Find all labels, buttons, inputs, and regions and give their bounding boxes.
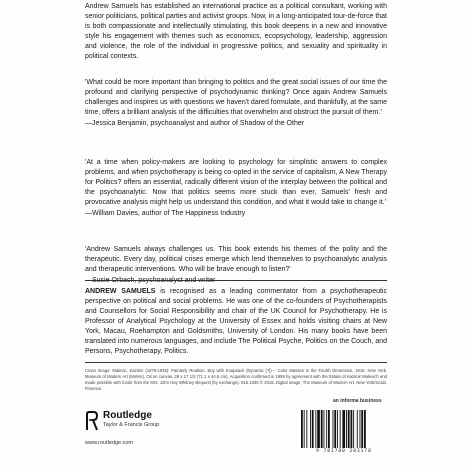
publisher-website: www.routledge.com — [85, 440, 133, 446]
routledge-logo-icon — [85, 411, 99, 431]
section-divider — [85, 280, 387, 281]
author-bio-text: is recognised as a leading commentator from a psychotherapeutic perspective on political and social problems. He was one of the co-founders of Psychotherapists and Counsellors for Social Responsibility and chair of the UK Council for Psychotherapy. He is Professor of Analytical Psychology at the University of Essex and holds visiting chairs at New York, Macau, Roehampton and Goldsmiths, University of London. His many books have been translated into numerous languages, and include The Political Psyche, Politics on the Couch, and Persons, Psychotherapy, Politics. — [85, 288, 387, 355]
section-divider — [85, 362, 387, 363]
isbn-number: 9 781780 203178 — [316, 449, 372, 454]
publisher-group: Taylor & Francis Group — [103, 422, 160, 428]
endorsement-quote — [85, 78, 387, 129]
author-bio — [85, 287, 387, 357]
quote-text: 'At a time when policy-makers are looking to psychology for simplistic answers to complex problems, and when psychotherapy is being co-opted in the service of capitalism, A New Therapy for Politics? offers an essential, radically different vision of the interplay between the political and the psychoanalytic. Now that politics seems more stuck than ever, Samuels' fresh and provocative analysis might help us understand this condition, and what it would take to change it.' — [85, 159, 387, 206]
routledge-logo — [85, 409, 205, 439]
quote-attribution: —Susie Orbach, psychoanalyst and writer — [85, 277, 216, 284]
quote-text: 'Andrew Samuels always challenges us. This book extends his themes of the polity and the therapeutic. Every day, political crises emerge which lend themselves to psychoanalytic analysis and therapeutic interventions. Who will be brave enough to listen?' — [85, 246, 387, 273]
author-name: ANDREW SAMUELS — [85, 288, 156, 295]
informa-business-tagline: an informa business — [333, 398, 382, 404]
cover-image-credit: Cover image: Malevic, Kazimir (1878-1935): Painterly Realism. Boy with Knapsack (Dynamic [?]) – Color Masses in the Fourth Dimension, 1915. New York, Museum of Modern Art (MoMA). Oil on canvas, 28 x 17 1/2 (71.1 x 44.5 cm). Acquisition confirmed in 1999 by agreement with the Estate of Kazimir Malevich and made possible with funds from the Mrs. John Hay Whitney Bequest (by exchange). 816.1935 © 2015. Digital image, The Museum of Modern Art, New York/Scala, Florence. — [85, 368, 387, 391]
book-description: Andrew Samuels has established an international practice as a political consultant, working with senior politicians, political parties and activist groups. Now, in a long-anticipated tour-de-force that is both compassionate and intellectually stimulating, this book deepens in a new and innovative style his engagement with themes such as economics, ecopsychology, leadership, aggression and violence, the role of the individual in progressive politics, and sexuality and spirituality in political contexts. — [85, 3, 387, 60]
quote-attribution: —Jessica Benjamin, psychoanalyst and author of Shadow of the Other — [85, 120, 305, 127]
quote-attribution: —William Davies, author of The Happiness Industry — [85, 210, 246, 217]
publisher-name: Routledge — [103, 410, 152, 421]
isbn-barcode — [300, 410, 388, 448]
quote-text: 'What could be more important than bringing to politics and the great social issues of our time the profound and clarifying perspective of psychodynamic thinking? Once again Andrew Samuels challenges and inspires us with questions we haven't dared formulate, and thankfully, at the same time, offers a brilliant analysis of the difficulties that overwhelm and obstruct the pursuit of them.' — [85, 79, 387, 116]
endorsement-quote — [85, 158, 387, 219]
